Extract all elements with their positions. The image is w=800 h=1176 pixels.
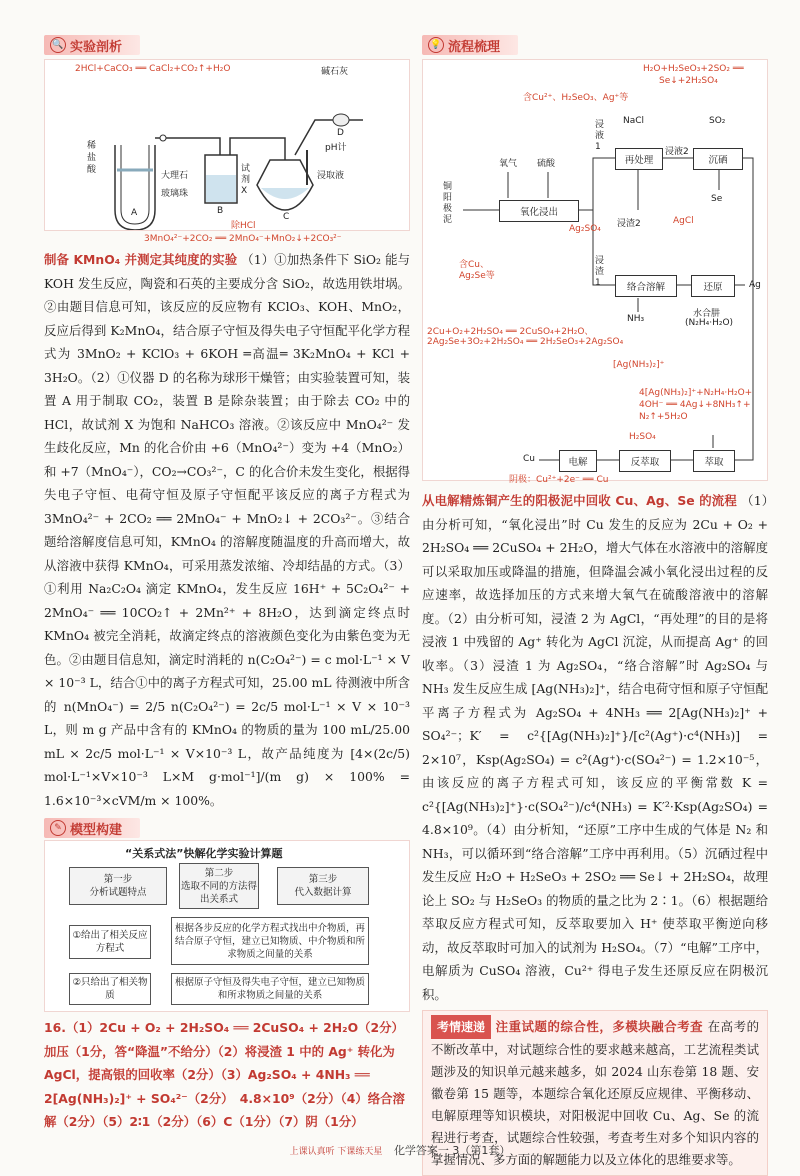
- label-yan: 盐: [87, 153, 97, 163]
- flow-complex-ion: [Ag(NH₃)₂]⁺: [613, 360, 665, 370]
- flow-agcl: AgCl: [673, 216, 694, 226]
- page-number: 化学答案一 3（第1套）: [393, 1144, 511, 1157]
- flow-cu: Cu: [523, 454, 535, 464]
- exam-trend-label: 考情速递: [431, 1015, 491, 1039]
- flow-h2so4-back: H₂SO₄: [629, 432, 656, 442]
- section-banner-model: ✎ 模型构建: [44, 818, 140, 838]
- step3-box: 第三步 代入数据计算: [277, 867, 369, 905]
- flow-hydrazine-formula: (N₂H₄·H₂O): [685, 318, 734, 328]
- flow-ag2so4: Ag₂SO₄: [569, 224, 601, 234]
- case1-box: ①给出了相关反应方程式: [69, 925, 151, 959]
- flow-oxygen: 氧气: [499, 159, 518, 169]
- reaction-equation-c: 3MnO₄²⁻+2CO₂ ══ 2MnO₄⁻+MnO₂↓+2CO₃²⁻: [144, 234, 342, 244]
- flow-eq-right-2: 4OH⁻ ══ 4Ag↓+8NH₃↑+: [639, 400, 751, 410]
- apparatus-figure: [44, 59, 410, 231]
- section-banner-experiment: 🔍 实验剖析: [44, 35, 140, 55]
- brand-logo: 上课认真听 下课练天星: [289, 1147, 383, 1157]
- label-D: D: [337, 128, 344, 138]
- flow-eq-top-1: H₂O+H₂SeO₃+2SO₂ ══: [643, 64, 744, 74]
- model-diagram: [44, 840, 410, 1012]
- oxidative-leach-box: 氧化浸出: [499, 200, 579, 222]
- exam-trend-box: 考情速递 注重试题的综合性，多模块融合考查 在高考的不断改革中，对试题综合性的要求越来越高，工艺流程类试题涉及的知识单元越来越多，如 2024 山东卷第 18 题、安徽卷第 15 题等，本题综合氧化还原反应规律、平衡移动、电解原理等知识模块，对阳极泥中回收 Cu、Ag、Se 的流程进行考查，试题综合性较强，考查考生对多个知识内容的掌握情况、多方面的解题能力以及立体化的思维要求等。: [422, 1010, 768, 1176]
- flow-eq-left-1: 2Cu+O₂+2H₂SO₄ ══ 2CuSO₄+2H₂O、: [427, 327, 594, 337]
- flow-sulfuric: 硫酸: [537, 159, 556, 169]
- flow-nh3: NH₃: [627, 314, 645, 324]
- flow-residue-2: 浸渣2: [617, 219, 641, 229]
- left-column: [44, 32, 410, 1134]
- flow-eq-top-2: Se↓+2H₂SO₄: [659, 76, 718, 86]
- label-xi: 稀: [87, 141, 97, 151]
- extraction-box: 萃取: [693, 450, 735, 472]
- reaction-equation-a: 2HCl+CaCO₃ ══ CaCl₂+CO₂↑+H₂O: [75, 64, 231, 74]
- reprocess-box: 再处理: [615, 148, 663, 170]
- step2-box: 第二步 选取不同的方法得出关系式: [179, 863, 259, 909]
- selenium-precip-box: 沉硒: [693, 148, 743, 170]
- marble-label: 大理石: [161, 171, 189, 181]
- back-extraction-box: 反萃取: [619, 450, 671, 472]
- flow-eq-right-1: 4[Ag(NH₃)₂]⁺+N₂H₄·H₂O+: [639, 388, 753, 398]
- glass-beads-label: 玻璃珠: [161, 189, 189, 199]
- soda-lime-label: 碱石灰: [321, 67, 349, 77]
- flow-leachate-1: 浸液1: [595, 120, 605, 152]
- magnifier-icon: 🔍: [50, 37, 66, 53]
- leach-liquid-label: 浸取液: [317, 171, 345, 181]
- page-footer: [0, 1142, 800, 1158]
- flow-ag: Ag: [749, 280, 761, 290]
- reagent-x-label: 试剂X: [241, 164, 251, 196]
- label-C: C: [283, 212, 290, 222]
- answer-block: 16.（1）2Cu + O₂ + 2H₂SO₄ ══ 2CuSO₄ + 2H₂O（2分） 加压（1分，答“降温”不给分）（2）将浸渣 1 中的 Ag⁺ 转化为 AgCl，提高银的回收率（2分）（3）Ag₂SO₄ + 4NH₃ ══ 2[Ag(NH₃)₂]⁺ + SO₄²⁻（2分） 4.8×10⁹（2分）（4）络合溶解（2分）（5）2∶1（2分）（6）C（1分）（7）阴（1分）: [44, 1020, 411, 1129]
- reduction-box: 还原: [691, 275, 735, 297]
- flow-cathode: 阴极：Cu²⁺+2e⁻ ══ Cu: [509, 475, 609, 485]
- case2-box: ②只给出了相关物质: [69, 973, 151, 1005]
- electrolysis-box: 电解: [559, 450, 597, 472]
- ph-meter-label: pH计: [325, 143, 347, 153]
- case2-desc: 根据原子守恒及得失电子守恒，建立已知物质和所求物质之间量的关系: [171, 973, 369, 1005]
- label-suan: 酸: [87, 165, 97, 175]
- flow-nacl: NaCl: [623, 116, 645, 126]
- flow-eq-right-3: N₂↑+5H₂O: [639, 412, 688, 422]
- step1-box: 第一步 分析试题特点: [69, 867, 167, 905]
- flow-hydrazine: 水合肼: [693, 309, 721, 319]
- remove-hcl-label: 除HCl: [231, 221, 256, 231]
- model-title: “关系式法”快解化学实验计算题: [125, 847, 283, 860]
- flow-ions-label: 含Cu²⁺、H₂SeO₃、Ag⁺等: [523, 93, 629, 103]
- flow-eq-left-2: 2Ag₂Se+3O₂+2H₂SO₄ ══ 2H₂SeO₃+2Ag₂SO₄: [427, 337, 624, 347]
- complex-dissolve-box: 络合溶解: [615, 275, 677, 297]
- analysis-paragraph-flow: 从电解精炼铜产生的阳极泥中回收 Cu、Ag、Se 的流程 （1）由分析可知，“氧化浸出”时 Cu 发生的反应为 2Cu + O₂ + 2H₂SO₄ ══ 2CuSO₄ + 2H₂O，增大气体在水溶液中的溶解度可以采取加压或降温的措施，但降温会减小氧化浸出过程的反应速率，故选择加压的方式来增大氧气在硫酸溶液中的溶解度。（2）由分析可知，浸渣 2 为 AgCl，“再处理”的目的是将浸液 1 中残留的 Ag⁺ 转化为 AgCl 沉淀，从而提高 Ag⁺ 的回收率。（3）浸渣 1 为 Ag₂SO₄，“络合溶解”时 Ag₂SO₄ 与 NH₃ 发生反应生成 [Ag(NH₃)₂]⁺，结合电荷守恒和原子守恒配平离子方程式为 Ag₂SO₄ + 4NH₃ ══ 2[Ag(NH₃)₂]⁺ + SO₄²⁻；K′ = c²{[Ag(NH₃)₂]⁺}/[c²(Ag⁺)·c⁴(NH₃)] = 2×10⁷，Ksp(Ag₂SO₄) = c²(Ag⁺)·c(SO₄²⁻) = 1.2×10⁻⁵，由该反应的离子方程式可知，该反应的平衡常数 K = c²{[Ag(NH₃)₂]⁺}·c(SO₄²⁻)/c⁴(NH₃) = K′²·Ksp(Ag₂SO₄) = 4.8×10⁹。（4）由分析知，“还原”工序中生成的气体是 N₂ 和 NH₃，可以循环到“络合溶解”工序中再利用。（5）沉硒过程中发生反应 H₂O + H₂SeO₃ + 2SO₂ ══ Se↓ + 2H₂SO₄，故理论上 SO₂ 与 H₂SeO₃ 的物质的量之比为 2∶1。（6）根据题给萃取反应方程式可知，反萃取要加入 H⁺ 使萃取平衡逆向移动，故反萃取时可加入的试剂为 H₂SO₄。（7）“电解”工序中，电解质为 CuSO₄ 溶液，Cu²⁺ 得电子发生还原反应在阴极沉积。: [422, 493, 768, 1002]
- flow-se: Se: [711, 194, 723, 204]
- analysis-paragraph-kmno4: 制备 KMnO₄ 并测定其纯度的实验 （1）①加热条件下 SiO₂ 能与 KOH 发生反应，陶瓷和石英的主要成分含 SiO₂，故选用铁坩埚。②由题目信息可知，该反应的反应物有 KClO₃、KOH、MnO₂，反应后得到 K₂MnO₄，结合原子守恒及得失电子守恒配平化学方程式为 3MnO₂ + KClO₃ + 6KOH ═高温═ 3K₂MnO₄ + KCl + 3H₂O。（2）①仪器 D 的名称为球形干燥管；由实验装置可知，装置 A 用于制取 CO₂，装置 B 是除杂装置；由于除去 CO₂ 中的 HCl，故试剂 X 为饱和 NaHCO₃ 溶液。②该反应中 MnO₄²⁻ 发生歧化反应，Mn 的化合价由 +6（MnO₄²⁻）变为 +4（MnO₂）和 +7（MnO₄⁻），CO₂→CO₃²⁻，C 的化合价未发生变化，根据得失电子守恒、电荷守恒及原子守恒配平该反应的离子方程式为 3MnO₄²⁻ + 2CO₂ ══ 2MnO₄⁻ + MnO₂↓ + 2CO₃²⁻。③结合题给溶解度信息可知，KMnO₄ 的溶解度随温度的升高而增大，故从溶液中获得 KMnO₄，可采用蒸发浓缩、冷却结晶的方式。（3）①利用 Na₂C₂O₄ 滴定 KMnO₄，发生反应 16H⁺ + 5C₂O₄²⁻ + 2MnO₄⁻ ══ 10CO₂↑ + 2Mn²⁺ + 8H₂O，达到滴定终点时 KMnO₄ 被完全消耗，故滴定终点的溶液颜色变化为由紫色变为无色。②由题目信息知，滴定时消耗的 n(C₂O₄²⁻) = c mol·L⁻¹ × V × 10⁻³ L，结合①中的离子方程式可知，25.00 mL 待测液中所含的 n(MnO₄⁻) = 2/5 n(C₂O₄²⁻) = 2c/5 mol·L⁻¹ × V × 10⁻³ L，则 m g 产品中含有的 KMnO₄ 的物质的量为 100 mL/25.00 mL × 2c/5 mol·L⁻¹ × V×10⁻³ L，故产品纯度为 [4×(2c/5) mol·L⁻¹×V×10⁻³ L×M g·mol⁻¹]/(m g) × 100% = 1.6×10⁻³×cVM/m × 100%。: [44, 252, 410, 808]
- label-B: B: [217, 206, 224, 216]
- lightbulb-icon: 💡: [428, 37, 444, 53]
- case1-desc: 根据各步反应的化学方程式找出中介物质，再结合原子守恒，建立已知物质、中介物质和所求物质之间量的关系: [171, 917, 369, 965]
- flow-residue-1: 浸渣1: [595, 256, 605, 288]
- apparatus-drawing: [45, 60, 411, 230]
- label-A: A: [131, 208, 138, 218]
- flow-leachate-2: 浸液2: [665, 147, 689, 157]
- flow-residue-content: 含Cu、Ag₂Se等: [459, 260, 495, 281]
- flow-so2: SO₂: [709, 116, 726, 126]
- flow-source: 铜阳极泥: [443, 182, 453, 225]
- right-column: [422, 32, 768, 1176]
- section-banner-flow: 💡 流程梳理: [422, 35, 518, 55]
- model-icon: ✎: [50, 820, 66, 836]
- flow-diagram: [422, 59, 768, 485]
